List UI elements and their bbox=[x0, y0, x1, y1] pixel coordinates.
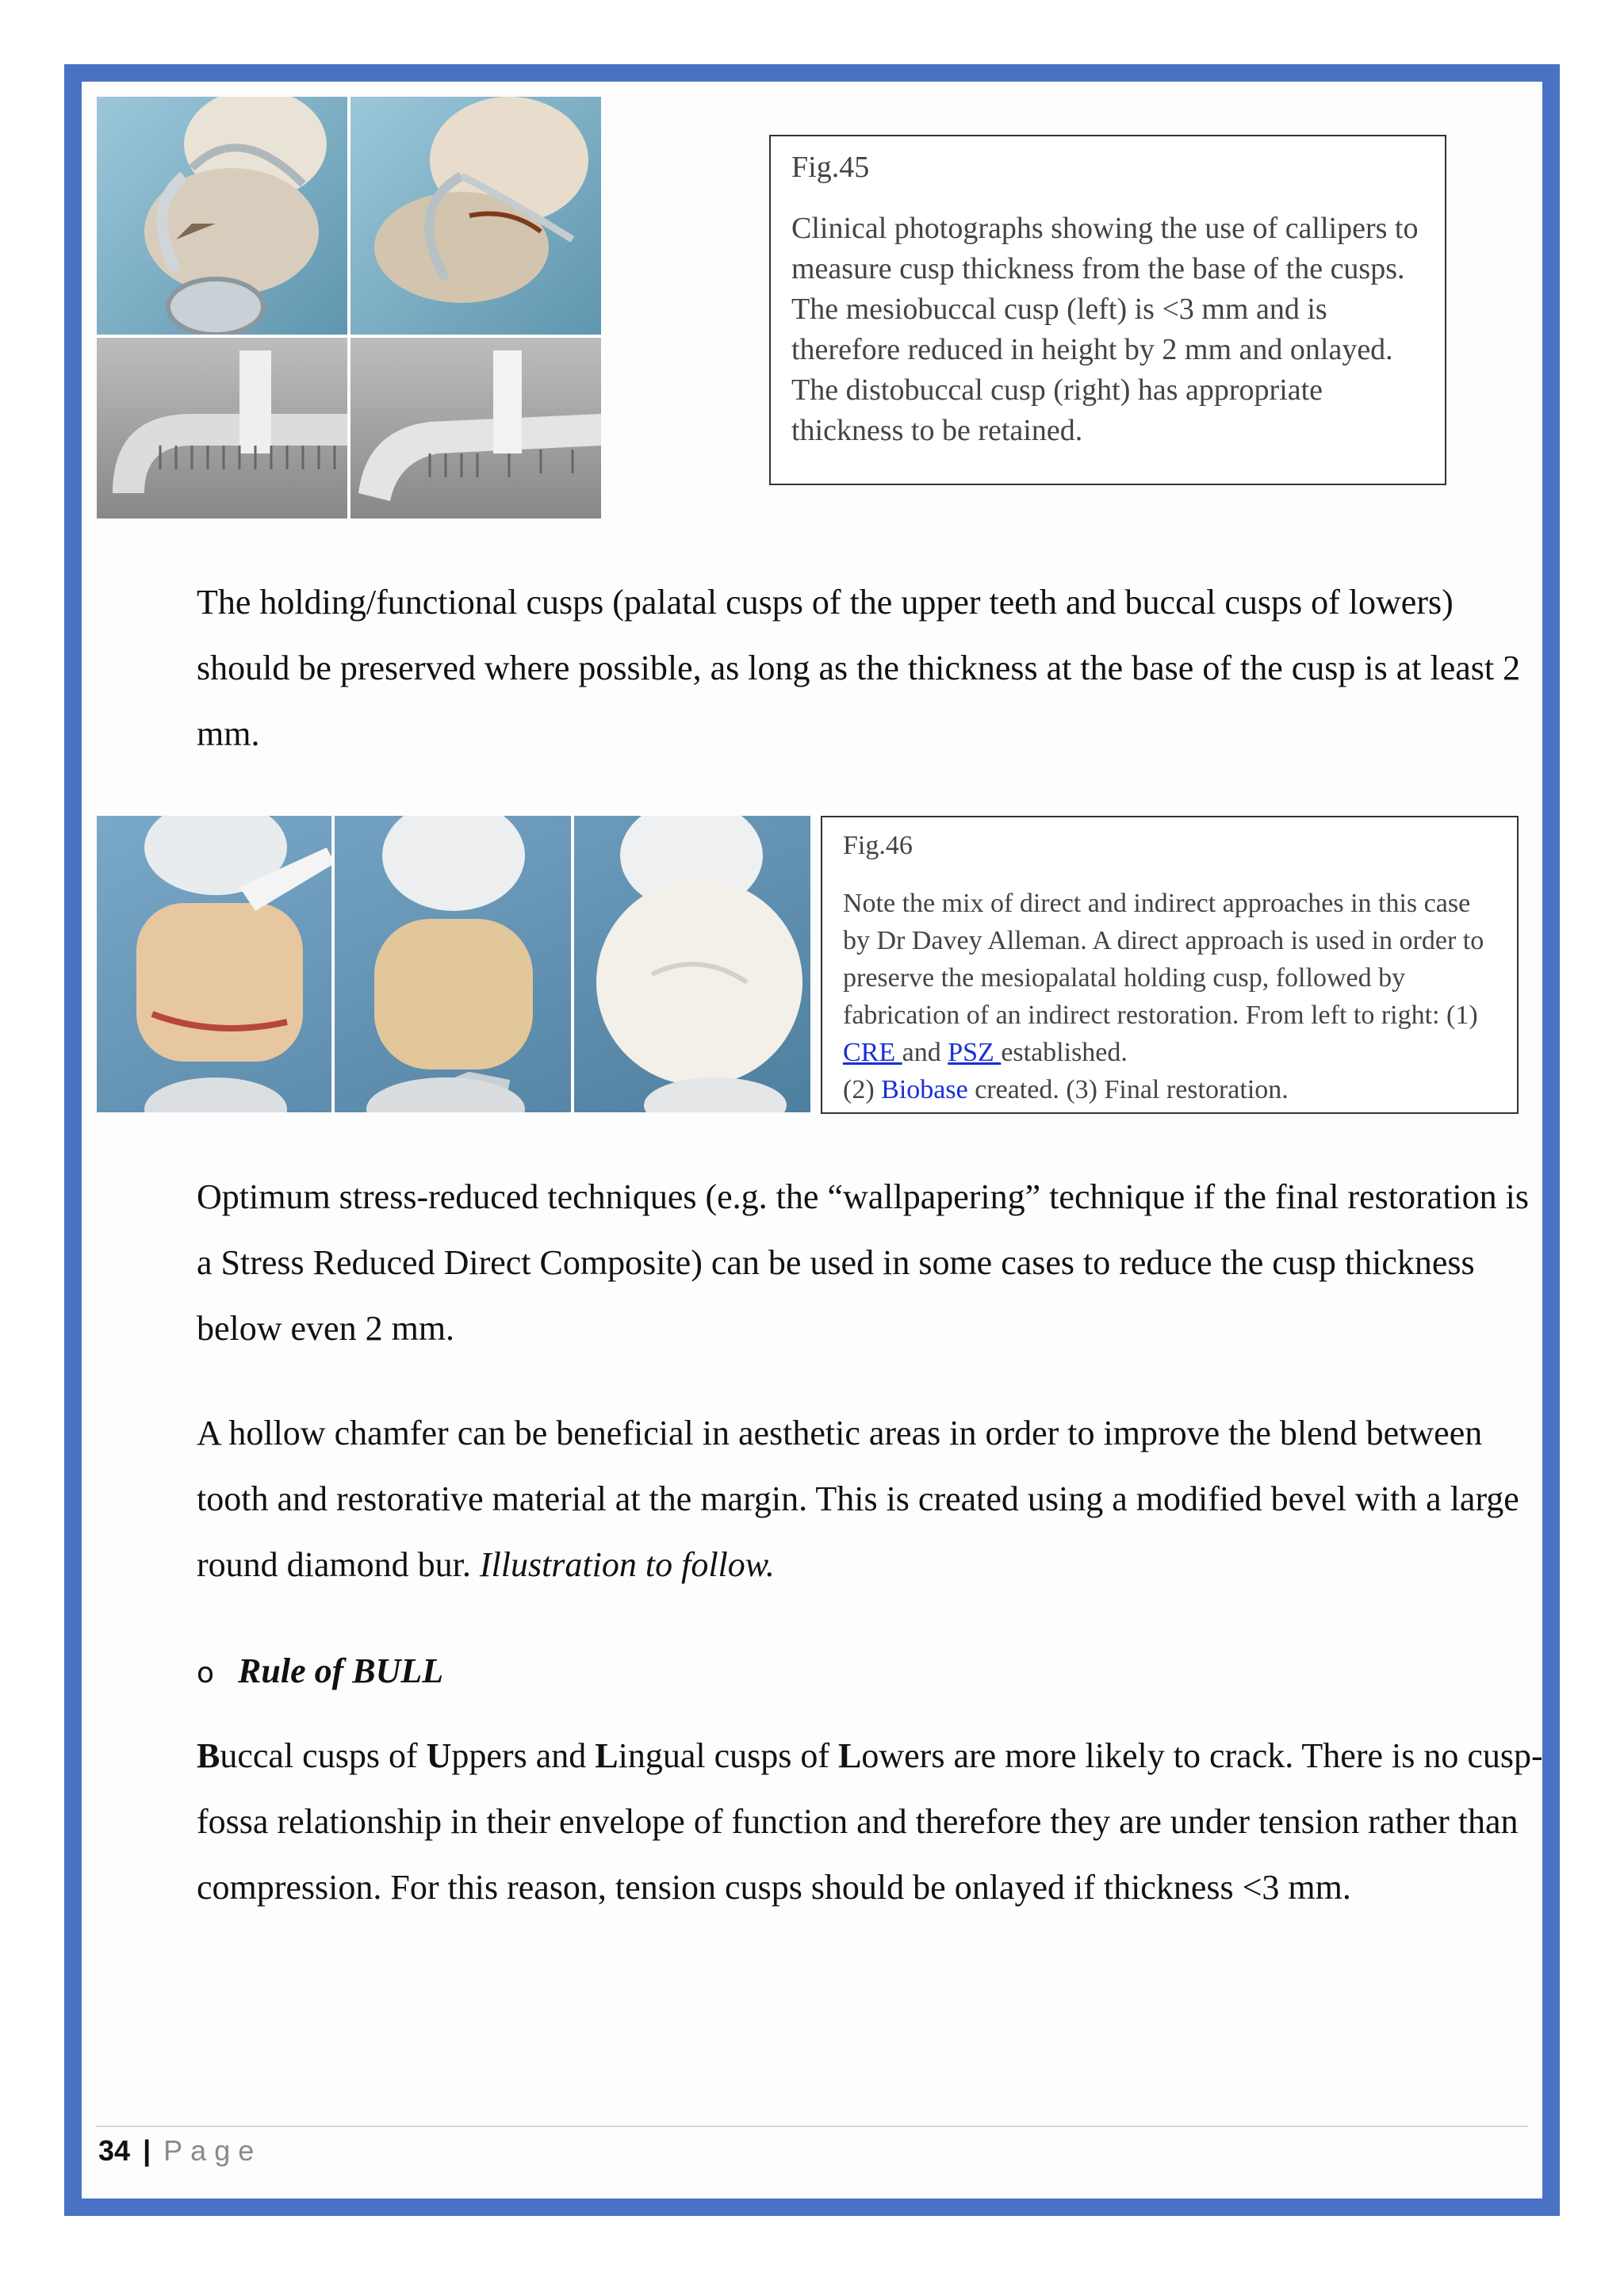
fig45-label: Fig.45 bbox=[791, 151, 870, 184]
page-word: Page bbox=[163, 2134, 262, 2167]
hollow-chamfer-text: A hollow chamfer can be beneficial in aesthetic areas in order to improve the blend between tooth and restorative material at the margin. This is created using a modified bevel with a large round diamond bur. bbox=[197, 1414, 1519, 1584]
paragraph-holding-cusps: The holding/functional cusps (palatal cusps of the upper teeth and buccal cusps of lowers) should be preserved where possible, as long as the thickness at the base of the cusp is at least 2 mm. bbox=[197, 583, 1521, 753]
fig45-caption-text: Clinical photographs showing the use of callipers to measure cusp thickness from the base of the cusps. The mesiobuccal cusp (left) is <3 mm and is therefore reduced in height by 2 mm and onlayed. The distobuccal cusp (right) has appropriate thickness to be retained. bbox=[791, 212, 1419, 447]
fig46-caption-text bbox=[843, 885, 1496, 1108]
page-number: 34 bbox=[98, 2134, 131, 2167]
fig46-and: and bbox=[902, 1038, 948, 1067]
fig46-established: established. bbox=[1001, 1038, 1128, 1067]
fig46-label: Fig.46 bbox=[843, 831, 913, 860]
bull-text-4: owers are more likely to crack. There is no cusp-fossa relationship in their envelope of function and therefore they are under tension rather than compression. For this reason, tension cusps should be onlayed if thickness <3 mm. bbox=[197, 1736, 1543, 1907]
rule-of-bull-heading bbox=[197, 1640, 443, 1705]
footer-divider bbox=[96, 2126, 1528, 2127]
bull-text-1: uccal cusps of bbox=[220, 1736, 427, 1775]
fig46-caption-box bbox=[821, 816, 1519, 1114]
cre-link[interactable]: CRE bbox=[843, 1038, 902, 1067]
fig45-caption-box bbox=[769, 135, 1446, 485]
fig45-photo bbox=[97, 97, 601, 519]
paragraph-stress-reduced: Optimum stress-reduced techniques (e.g. the “wallpapering” technique if the final restoration is a Stress Reduced Direct Composite) can be used in some cases to reduce the cusp thickness below even 2 mm. bbox=[197, 1177, 1529, 1348]
psz-link[interactable]: PSZ bbox=[948, 1038, 1002, 1067]
illustration-note: Illustration to follow. bbox=[479, 1545, 775, 1584]
bull-text-3: ingual cusps of bbox=[618, 1736, 838, 1775]
fig46-photo bbox=[97, 816, 810, 1112]
fig46-step2: (2) bbox=[843, 1075, 882, 1104]
page-footer bbox=[98, 2131, 262, 2171]
bold-letter-b: B bbox=[197, 1736, 220, 1775]
paragraph-hollow-chamfer bbox=[197, 1400, 1545, 1598]
bold-letter-l1: L bbox=[595, 1736, 619, 1775]
bold-letter-u: U bbox=[426, 1736, 452, 1775]
rule-heading-text: Rule of BULL bbox=[238, 1651, 444, 1690]
biobase-term: Biobase bbox=[881, 1075, 968, 1104]
fig46-caption-intro: Note the mix of direct and indirect approaches in this case by Dr Davey Alleman. A direct approach is used in order to preserve the mesiopalatal holding cusp, followed by fabrication of an indirect restoration. From left to right: (1) bbox=[843, 889, 1484, 1030]
paragraph-rule-of-bull bbox=[197, 1723, 1545, 1920]
bullet-icon: o bbox=[197, 1657, 215, 1689]
fig46-end: created. (3) Final restoration. bbox=[967, 1075, 1289, 1104]
bold-letter-l2: L bbox=[838, 1736, 862, 1775]
bull-text-2: ppers and bbox=[451, 1736, 596, 1775]
footer-separator: | bbox=[143, 2134, 151, 2167]
